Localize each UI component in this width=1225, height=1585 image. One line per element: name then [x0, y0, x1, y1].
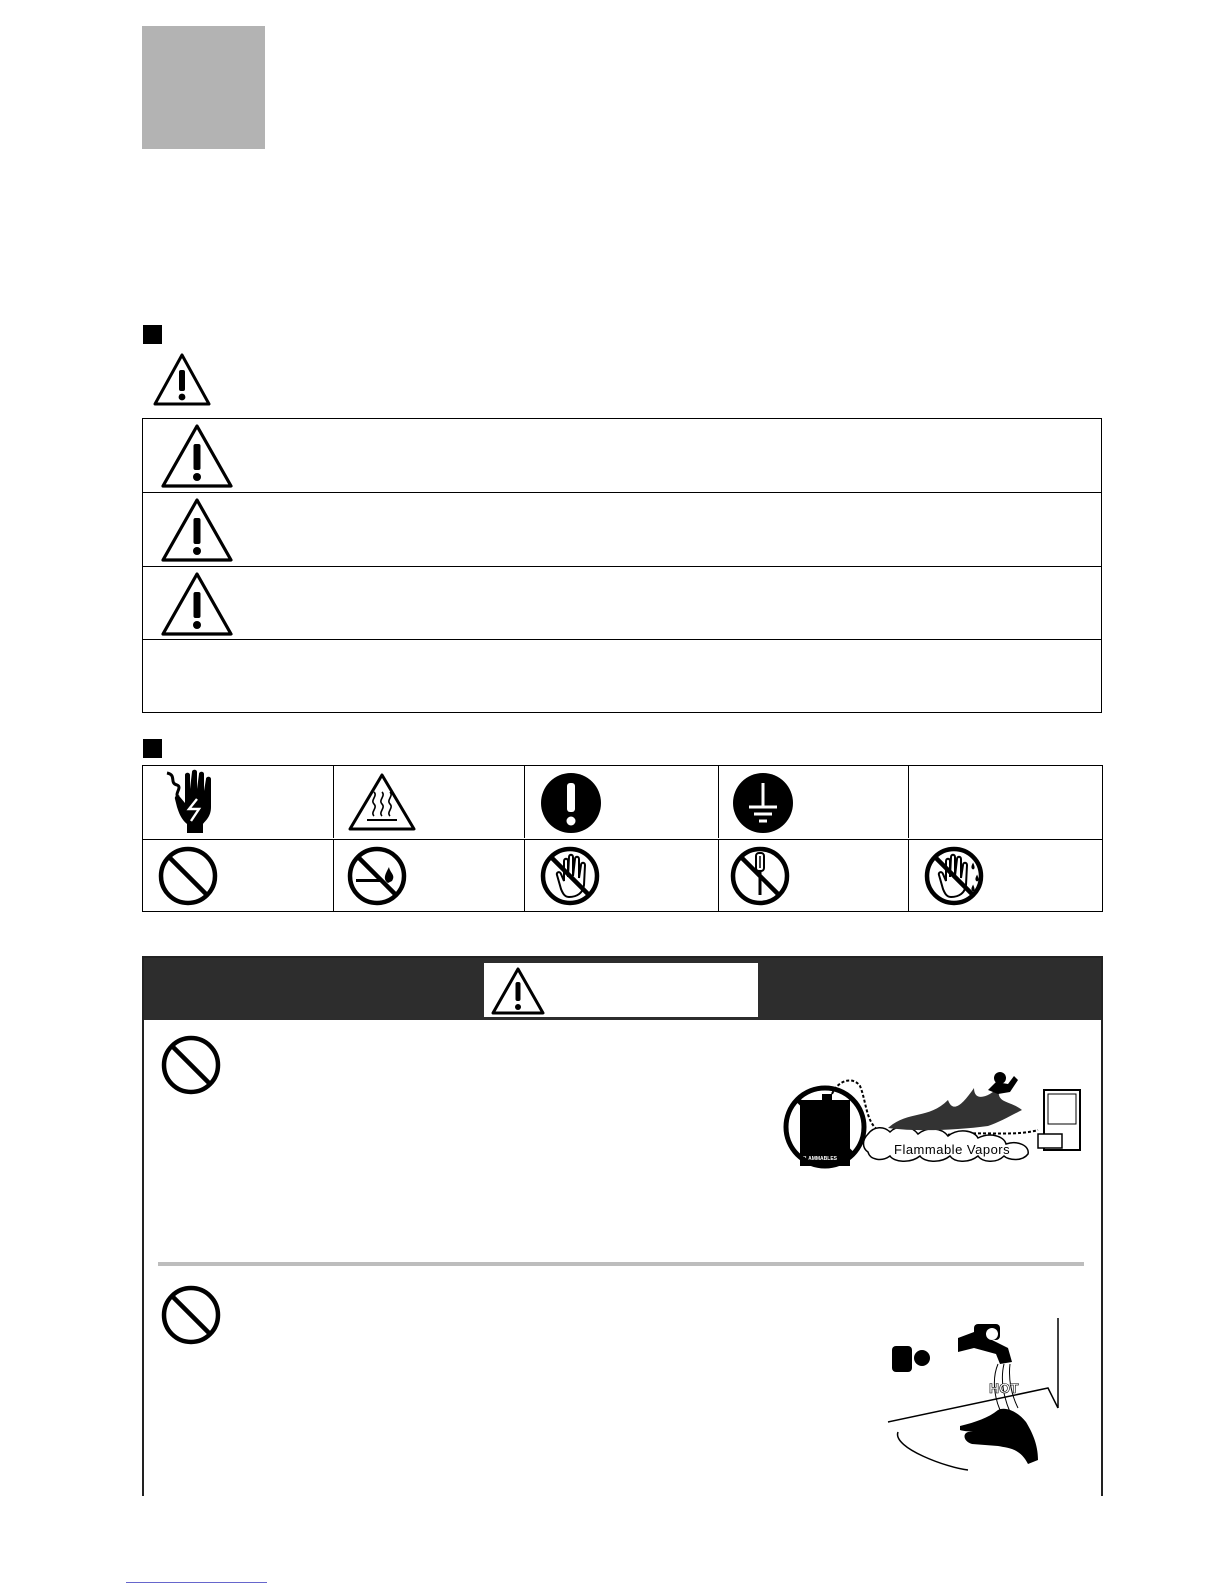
symbol-cell	[334, 840, 525, 911]
chapter-tab	[142, 26, 265, 149]
no-open-flame-icon	[346, 845, 408, 907]
flammable-vapors-illustration	[778, 1070, 1088, 1180]
hot-label: HOT	[989, 1380, 1019, 1396]
signal-word-table	[142, 418, 1102, 713]
danger-row	[143, 419, 1101, 493]
symbol-cell	[909, 766, 1101, 838]
warning-label	[484, 963, 758, 1017]
prohibited-icon	[160, 1034, 222, 1096]
do-not-disassemble-icon	[729, 845, 791, 907]
symbol-cell	[143, 840, 334, 911]
warning-triangle-icon	[152, 352, 212, 407]
no-wet-hands-icon	[923, 845, 987, 907]
footer-link-rule	[126, 1582, 267, 1583]
flammables-can-label: FLAMMABLES	[802, 1156, 837, 1162]
section-bullet	[143, 325, 162, 344]
symbol-table	[142, 765, 1103, 912]
flammable-vapors-caption: Flammable Vapors	[894, 1142, 1011, 1157]
warning-row	[143, 493, 1101, 567]
symbol-cell	[525, 766, 719, 838]
prohibited-icon	[160, 1284, 222, 1346]
symbol-row	[143, 766, 1102, 840]
prohibited-icon	[157, 845, 219, 907]
warning-triangle-icon	[160, 497, 234, 563]
electric-shock-icon	[159, 769, 219, 835]
mandatory-action-icon	[539, 771, 603, 835]
rule-divider	[158, 1262, 1084, 1266]
caution-row	[143, 567, 1101, 640]
prohibited-icon	[782, 1084, 868, 1170]
warning-triangle-icon	[160, 571, 234, 637]
ground-connection-icon	[731, 771, 795, 835]
symbol-cell	[719, 766, 909, 838]
notice-row	[143, 640, 1101, 712]
symbol-row	[143, 840, 1102, 911]
warning-panel	[142, 956, 1103, 1496]
symbol-cell	[143, 766, 334, 838]
section-bullet	[143, 739, 162, 758]
do-not-touch-icon	[539, 845, 601, 907]
warning-triangle-icon	[490, 966, 546, 1016]
symbol-cell	[719, 840, 909, 911]
symbol-cell	[525, 840, 719, 911]
hot-surface-icon	[347, 772, 417, 832]
warning-triangle-icon	[160, 423, 234, 489]
symbol-cell	[334, 766, 525, 838]
symbol-cell	[909, 840, 1101, 911]
hot-water-illustration	[888, 1318, 1064, 1478]
